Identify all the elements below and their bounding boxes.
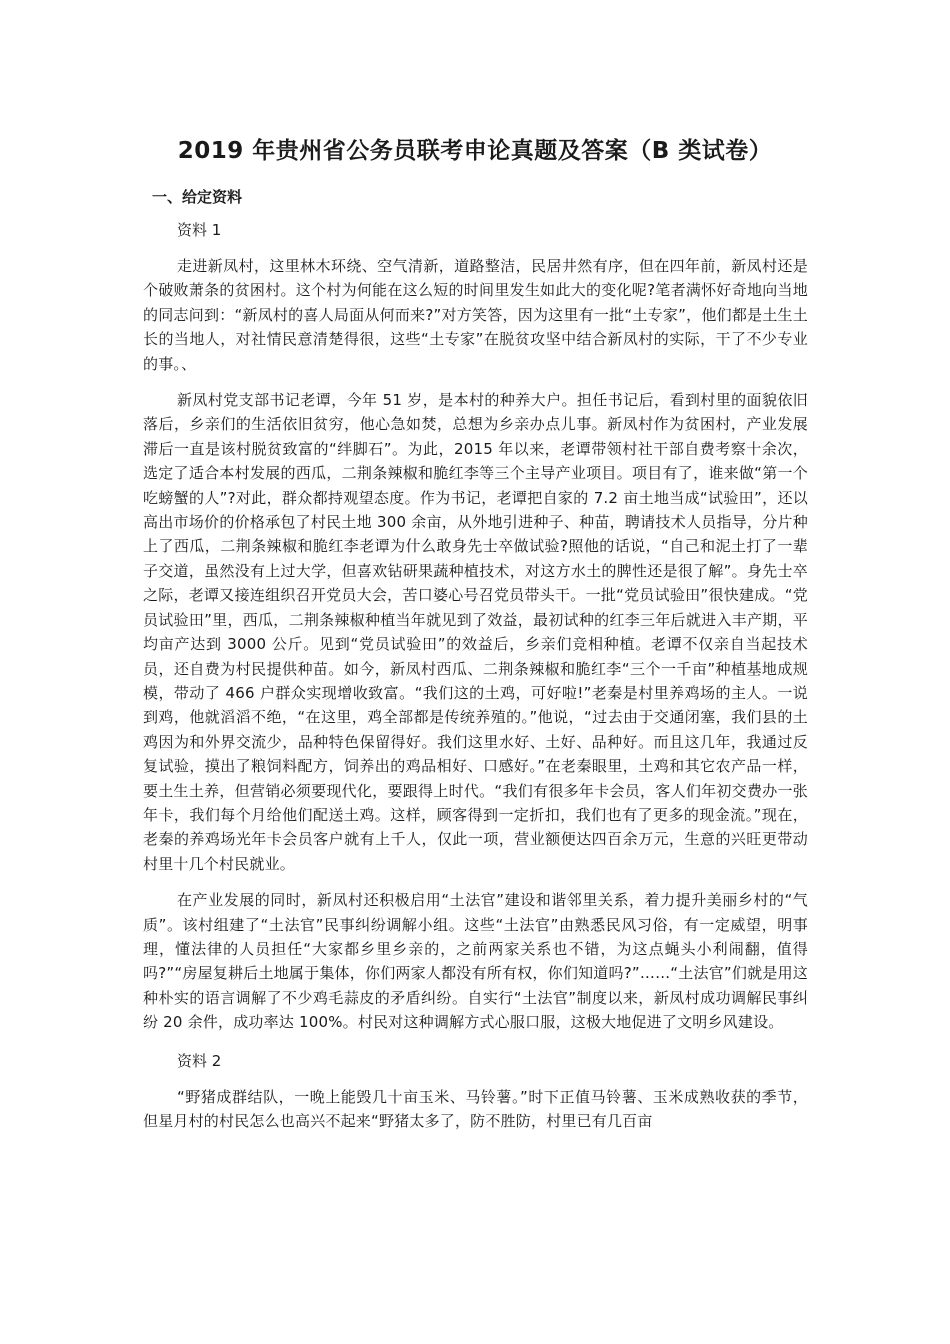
section-heading: 一、给定资料 — [152, 188, 243, 206]
material-2-label: 资料 2 — [177, 1051, 222, 1070]
material-1-paragraph-3: 在产业发展的同时，新凤村还积极启用“土法官”建设和谐邻里关系，着力提升美丽乡村的“气质”。该村组建了“土法官”民事纠纷调解小组。这些“土法官”由熟悉民风习俗，有一定威望，明事理，懂法律的人员担任“大家都乡里乡亲的，之前两家关系也不错，为这点蝇头小利闹翻，值得吗?”“房屋复耕后土地属于集体，你们两家人都没有所有权，你们知道吗?”……“土法官”们就是用这种朴实的语言调解了不少鸡毛蒜皮的矛盾纠纷。自实行“土法官”制度以来，新凤村成功调解民事纠纷 20 余件，成功率达 100%。村民对这种调解方式心服口服，这极大地促进了文明乡风建设。 — [143, 891, 808, 1032]
material-1-paragraph-2: 新凤村党支部书记老谭，今年 51 岁，是本村的种养大户。担任书记后，看到村里的面貌依旧落后，乡亲们的生活依旧贫穷，他心急如焚，总想为乡亲办点儿事。新凤村作为贫困村，产业发展滞后一直是该村脱贫致富的“绊脚石”。为此，2015 年以来，老谭带领村社干部自费考察十余次，选定了适合本村发展的西瓜，二荆条辣椒和脆红李等三个主导产业项目。项目有了，谁来做“第一个吃螃蟹的人”?对此，群众都持观望态度。作为书记，老谭把自家的 7.2 亩土地当成“试验田”，还以高出市场价的价格承包了村民土地 300 余亩，从外地引进种子、种苗，聘请技术人员指导，分片种上了西瓜，二荆条辣椒和脆红李老谭为什么敢身先士卒做试验?照他的话说，“自己和泥土打了一辈子交道，虽然没有上过大学，但喜欢钻研果蔬种植技术，对这方水土的脾性还是很了解”。身先士卒之际，老谭又接连组织召开党员大会，苦口婆心号召党员带头干。一批“党员试验田”很快建成。“党员试验田”里，西瓜，二荆条辣椒种植当年就见到了效益，最初试种的红李三年后就进入丰产期，平均亩产达到 3000 公斤。见到“党员试验田”的效益后，乡亲们竞相种植。老谭不仅亲自当起技术员，还自费为村民提供种苗。如今，新凤村西瓜、二荆条辣椒和脆红李“三个一千亩”种植基地成规模，带动了 466 户群众实现增收致富。“我们这的土鸡，可好啦!”老秦是村里养鸡场的主人。一说到鸡，他就滔滔不绝，“在这里，鸡全部都是传统养殖的。”他说，“过去由于交通闭塞，我们县的土鸡因为和外界交流少，品种特色保留得好。我们这里水好、土好、品种好。而且这几年，我通过反复试验，摸出了粮饲料配方，饲养出的鸡品相好、口感好。”在老秦眼里，土鸡和其它农产品一样，要土生土养，但营销必须要现代化，要跟得上时代。“我们有很多年卡会员，客人们年初交费办一张年卡，我们每个月给他们配送土鸡。这样，顾客得到一定折扣，我们也有了更多的现金流。”现在，老秦的养鸡场光年卡会员客户就有上千人，仅此一项，营业额便达四百余万元，生意的兴旺更带动村里十几个村民就业。 — [143, 391, 808, 873]
material-2-paragraph-1: “野猪成群结队，一晚上能毁几十亩玉米、马铃薯。”时下正值马铃薯、玉米成熟收获的季节，但星月村的村民怎么也高兴不起来“野猪太多了，防不胜防，村里已有几百亩 — [143, 1087, 808, 1130]
material-1-label: 资料 1 — [177, 221, 222, 239]
material-1-paragraph-1: 走进新凤村，这里林木环绕、空气清新，道路整洁，民居井然有序，但在四年前，新凤村还是个破败萧条的贫困村。这个村为何能在这么短的时间里发生如此大的变化呢?笔者满怀好奇地向当地的同志问到：“新凤村的喜人局面从何而来?”对方笑答，因为这里有一批“土专家”，他们都是土生土长的当地人，对社情民意清楚得很，这些“土专家”在脱贫攻坚中结合新凤村的实际，干了不少专业的事。、 — [143, 257, 808, 373]
document-body — [143, 216, 808, 1145]
document-title: 2019 年贵州省公务员联考申论真题及答案（B 类试卷） — [177, 138, 773, 164]
